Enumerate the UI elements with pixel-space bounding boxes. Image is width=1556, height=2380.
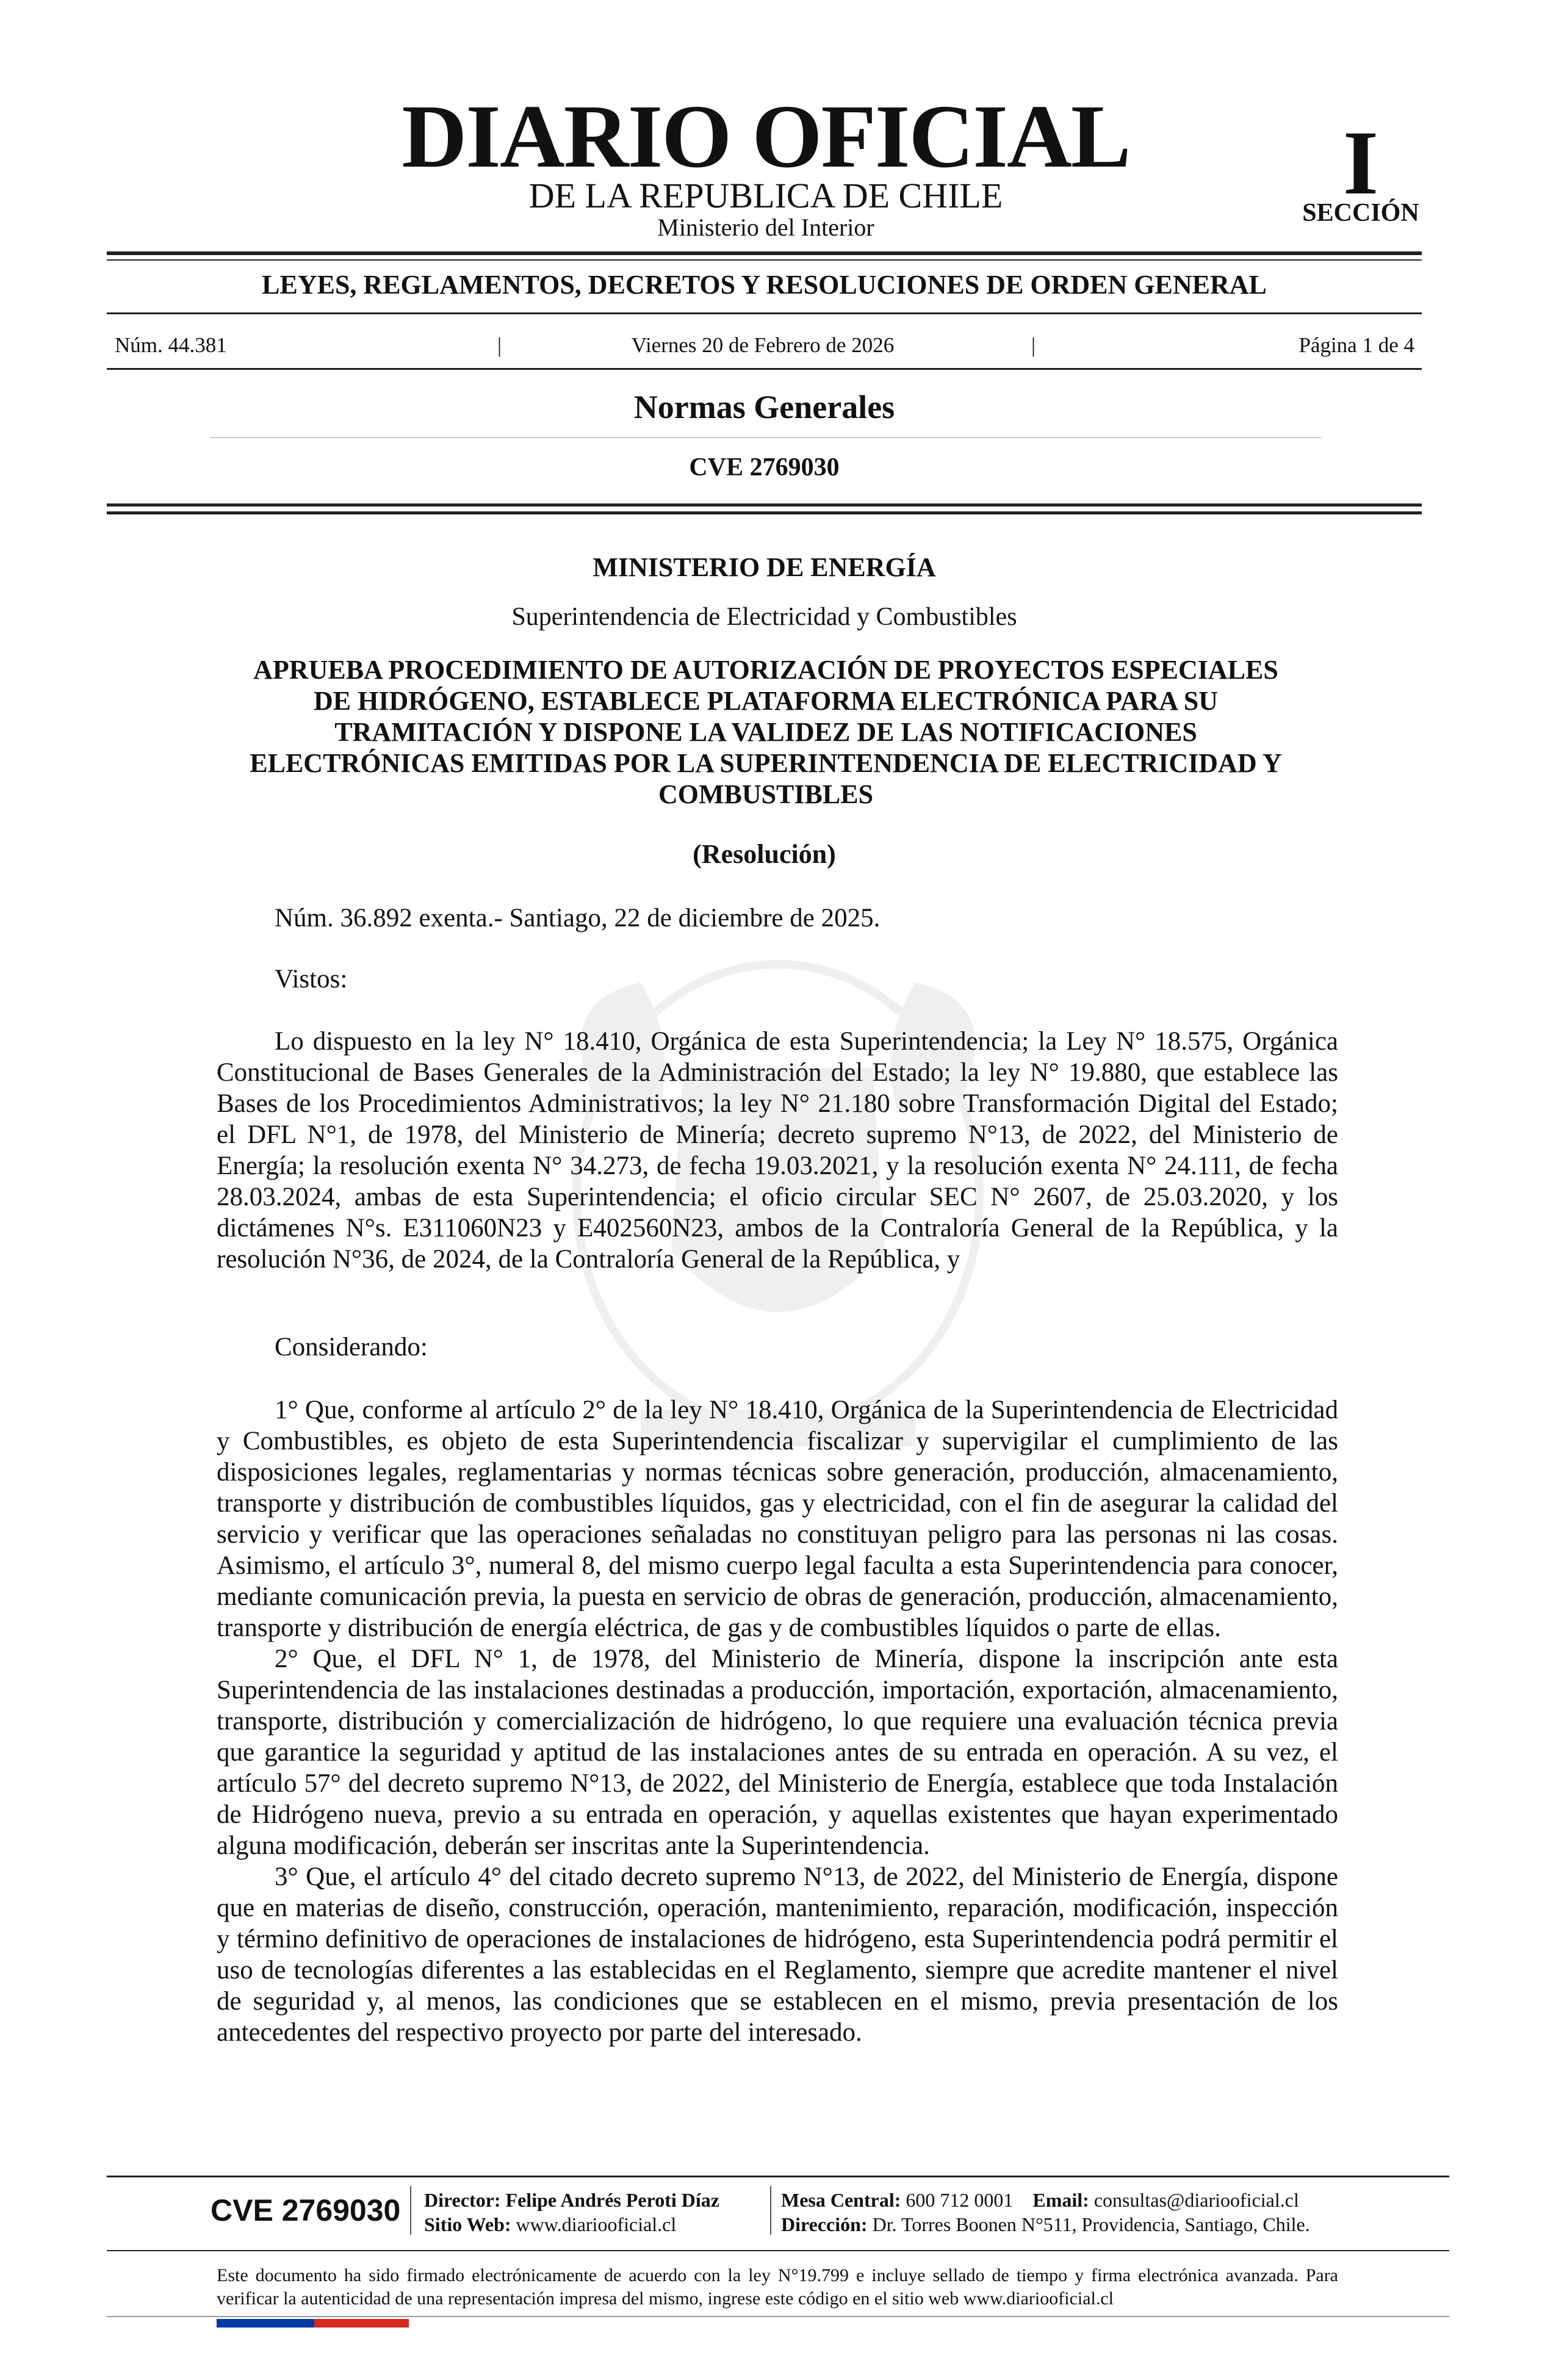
resolution-title-line: ELECTRÓNICAS EMITIDAS POR LA SUPERINTENDENCIA DE ELECTRICIDAD Y — [250, 748, 1282, 778]
masthead-title: DIARIO OFICIAL — [402, 87, 1130, 187]
footer-contact-block — [781, 2188, 1428, 2237]
resolution-title — [201, 654, 1330, 810]
footer-address-label: Dirección: — [781, 2213, 868, 2235]
resolution-title-line: COMBUSTIBLES — [658, 779, 874, 809]
footer-director — [424, 2188, 766, 2212]
footer-web-label: Sitio Web: — [424, 2213, 511, 2235]
section-number: I — [1342, 112, 1379, 214]
footer-email-label: Email: — [1032, 2189, 1089, 2211]
issue-number: Núm. 44.381 — [115, 333, 227, 357]
header-double-rule-2 — [107, 511, 1422, 514]
masthead-rule-top-thin — [107, 259, 1422, 261]
footer-note: Este documento ha sido firmado electrónicamente de acuerdo con la ley N°19.799 e incluye sellado de tiempo y firma electrónica avanzada. Para verificar la autenticidad de una representación impresa del mismo, ingrese este código en el sitio web www.diariooficial.cl — [217, 2265, 1338, 2309]
considerando-paragraph-1: 1° Que, conforme al artículo 2° de la ley N° 18.410, Orgánica de la Superintendencia de Electricidad y Combustibles, es objeto de esta Superintendencia fiscalizar y supervigilar el cumplimiento de las disposiciones legales, reglamentarias y normas técnicas sobre generación, producción, almacenamiento, transporte y distribución de combustibles líquidos, gas y electricidad, con el fin de asegurar la calidad del servicio y verificar que las operaciones señaladas no constituyan peligro para las personas ni las cosas. Asimismo, el artículo 3°, numeral 8, del mismo cuerpo legal faculta a esta Superintendencia para conocer, mediante comunicación previa, la puesta en servicio de obras de generación, producción, almacenamiento, transporte y distribución de energía eléctrica, de gas y de combustibles líquidos o parte de ellas. — [217, 1396, 1338, 1642]
superintendency-name: Superintendencia de Electricidad y Combustibles — [511, 603, 1017, 631]
footer-contact — [781, 2188, 1428, 2212]
band-title: LEYES, REGLAMENTOS, DECRETOS Y RESOLUCIONES DE ORDEN GENERAL — [262, 270, 1267, 300]
vistos-paragraph: Lo dispuesto en la ley N° 18.410, Orgánica de esta Superintendencia; la Ley N° 18.575, Orgánica Constitucional de Bases Generales de la Administración del Estado; la ley N° 19.880, que establece las Bases de los Procedimientos Administrativos; la ley N° 21.180 sobre Transformación Digital del Estado; el DFL N°1, de 1978, del Ministerio de Minería; decreto supremo N°13, de 2022, del Ministerio de Energía; la resolución exenta N° 34.273, de fecha 19.03.2021, y la resolución exenta N° 24.111, de fecha 28.03.2024, ambas de esta Superintendencia; el oficio circular SEC N° 2607, de 25.03.2020, y los dictámenes N°s. E311060N23 y E402560N23, ambos de la Contraloría General de la República, y la resolución N°36, de 2024, de la Contraloría General de la República, y — [217, 1027, 1338, 1274]
footer-address — [781, 2212, 1428, 2237]
footer-rule-top — [107, 2176, 1449, 2177]
considerando-text — [217, 1394, 1338, 2048]
issue-date: Viernes 20 de Febrero de 2026 — [631, 333, 895, 357]
footer-phone-label: Mesa Central: — [781, 2189, 901, 2211]
footer-director-block — [424, 2188, 766, 2237]
band-rule-bottom — [107, 312, 1422, 314]
footer-flag-stripe-blue — [217, 2319, 314, 2328]
section-title-rule — [211, 437, 1321, 438]
masthead-ministry: Ministerio del Interior — [657, 214, 874, 241]
issue-rule — [107, 368, 1422, 370]
vistos-heading: Vistos: — [275, 965, 348, 993]
footer-rule-mid — [107, 2250, 1449, 2251]
considerando-paragraph-3: 3° Que, el artículo 4° del citado decreto supremo N°13, de 2022, del Ministerio de Energía, dispone que en materias de diseño, construcción, operación, mantenimiento, reparación, modificación, inspección y término definitivo de operaciones de instalaciones de hidrógeno, esta Superintendencia podrá permitir el uso de tecnologías diferentes a las establecidas en el Reglamento, siempre que acredite mantener el nivel de seguridad y, al menos, las condiciones que se establecen en el mismo, previa presentación de los antecedentes del respectivo proyecto por parte del interesado. — [217, 1863, 1338, 2047]
footer-divider-1 — [410, 2186, 411, 2235]
masthead-rule-top — [107, 251, 1422, 255]
footer-flag-stripe-red — [314, 2319, 409, 2328]
considerando-heading: Considerando: — [275, 1333, 428, 1361]
resolution-title-line: DE HIDRÓGENO, ESTABLECE PLATAFORMA ELECTRÓNICA PARA SU — [314, 686, 1218, 716]
footer-director-label: Director: — [424, 2189, 501, 2211]
footer-cve: CVE 2769030 — [211, 2193, 401, 2227]
issue-separator-right: | — [1031, 333, 1036, 357]
footer-phone: 600 712 0001 — [906, 2189, 1014, 2211]
footer-web-link[interactable]: www.diariooficial.cl — [516, 2213, 677, 2235]
footer-web — [424, 2212, 766, 2237]
section-title: Normas Generales — [633, 389, 895, 425]
footer-rule-bottom — [107, 2316, 1449, 2317]
resolution-title-line: TRAMITACIÓN Y DISPONE LA VALIDEZ DE LAS NOTIFICACIONES — [334, 717, 1197, 747]
resolution-title-line: APRUEBA PROCEDIMIENTO DE AUTORIZACIÓN DE PROYECTOS ESPECIALES — [253, 655, 1278, 685]
footer-email-link[interactable]: consultas@diariooficial.cl — [1093, 2189, 1299, 2211]
masthead-subtitle: DE LA REPUBLICA DE CHILE — [528, 176, 1003, 215]
footer-address-value: Dr. Torres Boonen N°511, Providencia, Santiago, Chile. — [872, 2213, 1310, 2235]
issue-separator-left: | — [497, 333, 502, 357]
considerando-paragraph-2: 2° Que, el DFL N° 1, de 1978, del Ministerio de Minería, dispone la inscripción ante esta Superintendencia de las instalaciones destinadas a producción, importación, exportación, almacenamiento, transporte, distribución y comercialización de hidrógeno, lo que requiere una evaluación técnica previa que garantice la seguridad y aptitud de las instalaciones antes de su entrada en operación. A su vez, el artículo 57° del decreto supremo N°13, de 2022, del Ministerio de Energía, establece que toda Instalación de Hidrógeno nueva, previo a su entrada en operación, y aquellas existentes que hayan experimentado alguna modificación, deberán ser inscritas ante la Superintendencia. — [217, 1645, 1338, 1860]
vistos-text — [217, 1026, 1338, 1275]
footer-divider-2 — [770, 2186, 771, 2235]
issue-page: Página 1 de 4 — [1298, 333, 1414, 357]
ministry-name: MINISTERIO DE ENERGÍA — [593, 552, 936, 582]
cve-header: CVE 2769030 — [689, 453, 840, 481]
footer-director-name: Felipe Andrés Peroti Díaz — [505, 2189, 719, 2211]
resolution-number: Núm. 36.892 exenta.- Santiago, 22 de diciembre de 2025. — [275, 904, 881, 932]
section-label: SECCIÓN — [1302, 199, 1419, 227]
resolution-kind: (Resolución) — [693, 839, 836, 869]
header-double-rule-1 — [107, 503, 1422, 507]
